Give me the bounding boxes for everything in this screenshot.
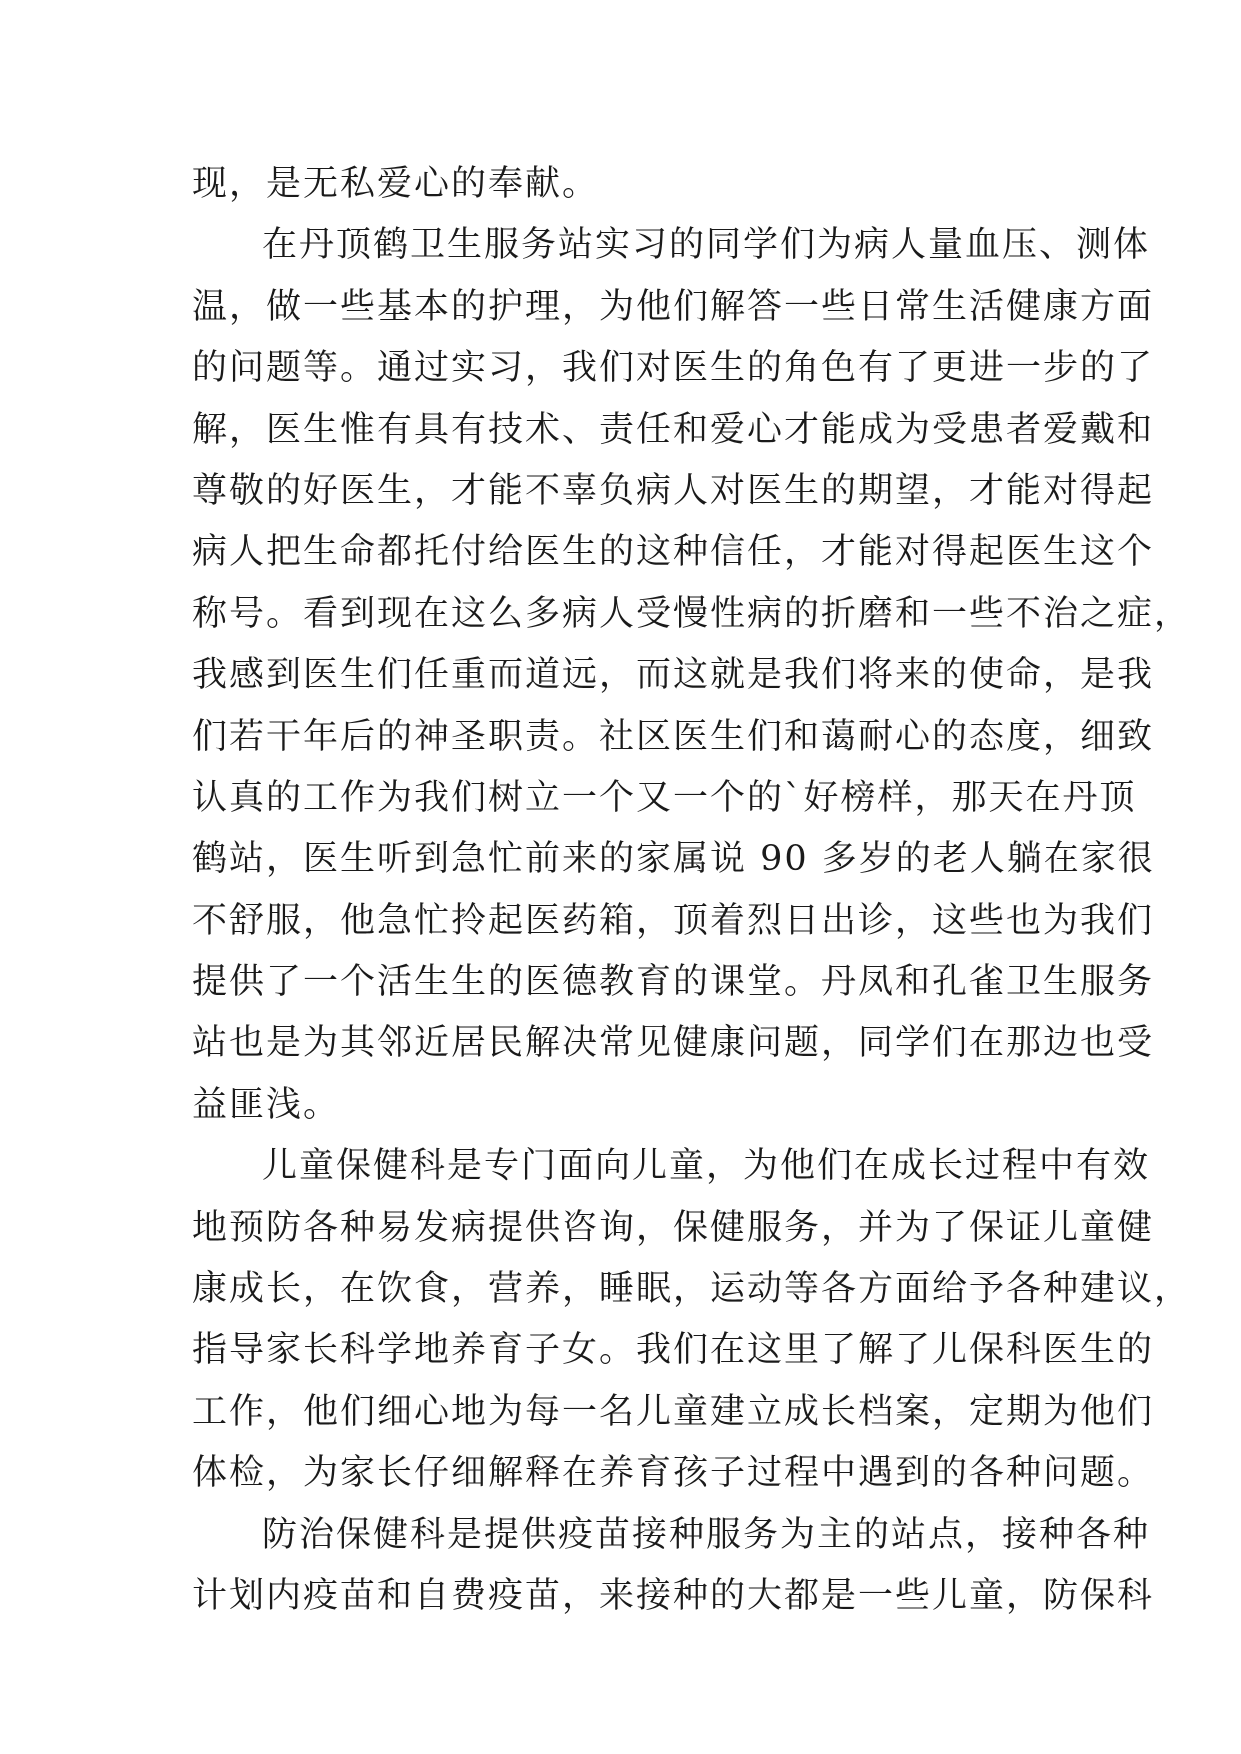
text-line: 康成长，在饮食，营养，睡眠，运动等各方面给予各种建议， [192, 1269, 1192, 1310]
text-line: 指导家长科学地养育子女。我们在这里了解了儿保科医生的 [192, 1330, 1155, 1371]
text-line: 在丹顶鹤卫生服务站实习的同学们为病人量血压、测体 [262, 225, 1151, 266]
document-body [192, 154, 1192, 1627]
text-line: 提供了一个活生生的医德教育的课堂。丹凤和孔雀卫生服务 [192, 962, 1155, 1003]
text-line: 现，是无私爱心的奉献。 [192, 164, 600, 204]
text-line: 体检，为家长仔细解释在养育孩子过程中遇到的各种问题。 [192, 1453, 1155, 1494]
text-line: 儿童保健科是专门面向儿童，为他们在成长过程中有效 [262, 1146, 1151, 1187]
text-line: 称号。看到现在这么多病人受慢性病的折磨和一些不治之症， [192, 593, 1192, 634]
text-line: 地预防各种易发病提供咨询，保健服务，并为了保证儿童健 [192, 1207, 1155, 1248]
text-line: 解，医生惟有具有技术、责任和爱心才能成为受患者爱戴和 [192, 409, 1155, 450]
text-line: 认真的工作为我们树立一个又一个的`好榜样，那天在丹顶 [192, 777, 1137, 818]
text-line: 病人把生命都托付给医生的这种信任，才能对得起医生这个 [192, 532, 1155, 573]
text-line: 益匪浅。 [192, 1084, 341, 1125]
text-line: 温，做一些基本的护理，为他们解答一些日常生活健康方面 [192, 286, 1155, 327]
text-line: 工作，他们细心地为每一名儿童建立成长档案，定期为他们 [192, 1391, 1155, 1432]
text-line: 鹤站，医生听到急忙前来的家属说 90 多岁的老人躺在家很 [192, 839, 1155, 880]
text-line: 不舒服，他急忙拎起医药箱，顶着烈日出诊，这些也为我们 [192, 900, 1155, 941]
text-line: 防治保健科是提供疫苗接种服务为主的站点，接种各种 [262, 1514, 1151, 1555]
text-line: 们若干年后的神圣职责。社区医生们和蔼耐心的态度，细致 [192, 716, 1155, 757]
text-line: 尊敬的好医生，才能不辜负病人对医生的期望，才能对得起 [192, 470, 1155, 511]
text-line: 我感到医生们任重而道远，而这就是我们将来的使命，是我 [192, 655, 1155, 696]
text-line: 计划内疫苗和自费疫苗，来接种的大都是一些儿童，防保科 [192, 1575, 1155, 1616]
text-line: 的问题等。通过实习，我们对医生的角色有了更进一步的了 [192, 348, 1155, 389]
text-line: 站也是为其邻近居民解决常见健康问题，同学们在那边也受 [192, 1023, 1155, 1064]
